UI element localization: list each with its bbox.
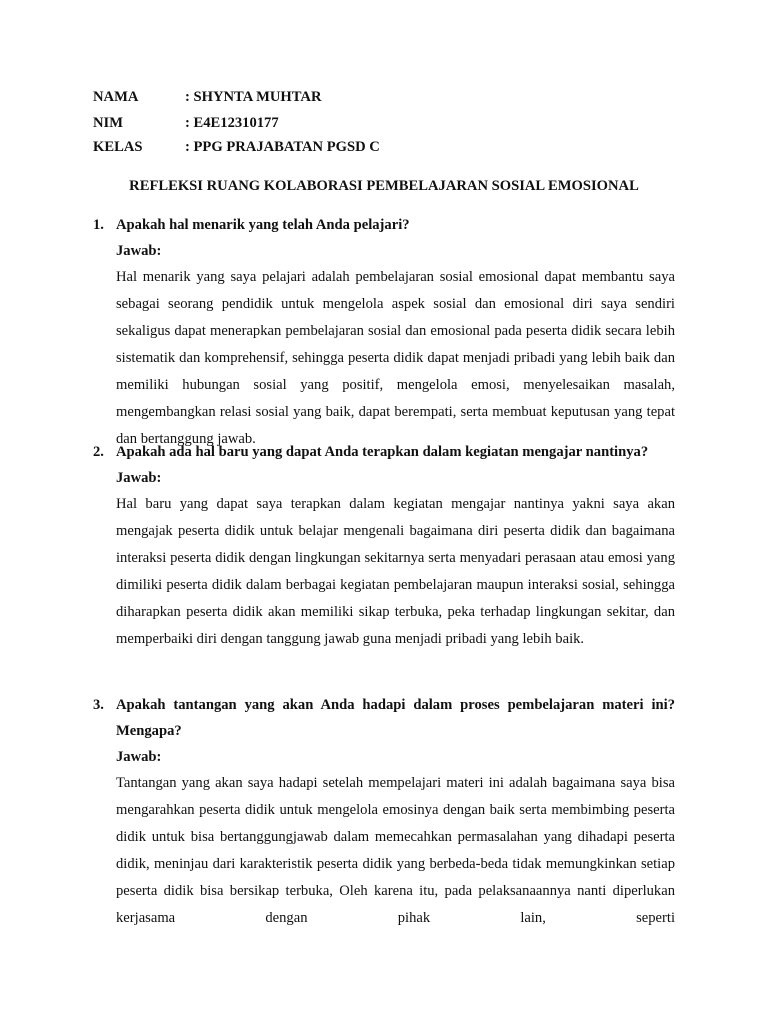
question-text: Apakah tantangan yang akan Anda hadapi dalam proses pembelajaran materi ini? Mengapa? (116, 697, 675, 739)
answer-label: Jawab: (116, 470, 162, 486)
answer-label: Jawab: (116, 749, 162, 765)
question-number: 1. (93, 217, 104, 233)
nama-label: NAMA (93, 89, 139, 105)
answer-label: Jawab: (116, 243, 162, 259)
header-nama-row (93, 88, 321, 106)
nama-value: : SHYNTA MUHTAR (185, 89, 322, 105)
question-1 (93, 212, 675, 453)
question-number: 2. (93, 444, 104, 460)
kelas-label: KELAS (93, 139, 143, 155)
header-nim-row (93, 114, 279, 132)
question-3 (93, 692, 675, 932)
kelas-value: : PPG PRAJABATAN PGSD C (185, 139, 380, 155)
question-text: Apakah hal menarik yang telah Anda pelajari? (116, 217, 410, 233)
answer-text: Hal menarik yang saya pelajari adalah pembelajaran sosial emosional dapat membantu saya sebagai seorang pendidik untuk mengelola aspek sosial dan emosional diri saya sendiri sekaligus dapat menerapkan pembelajaran sosial dan emosional pada peserta didik secara lebih sistematik dan komprehensif, sehingga peserta didik dapat menjadi pribadi yang lebih baik dan memiliki hubungan sosial yang positif, mengelola emosi, menyelesaikan masalah, mengembangkan relasi sosial yang baik, dapat berempati, serta membuat keputusan yang tepat dan bertanggung jawab. (116, 269, 675, 447)
answer-text: Hal baru yang dapat saya terapkan dalam kegiatan mengajar nantinya yakni saya akan mengajak peserta didik untuk belajar mengenali bagaimana diri peserta didik dan bagaimana interaksi peserta didik dengan lingkungan sekitarnya serta menyadari perasaan atau emosi yang dimiliki peserta didik dalam berbagai kegiatan pembelajaran maupun interaksi sosial, sehingga diharapkan peserta didik akan memiliki sikap terbuka, peka terhadap lingkungan sekitar, dan memperbaiki diri dengan tanggung jawab guna menjadi pribadi yang lebih baik. (116, 496, 675, 647)
question-number: 3. (93, 697, 104, 713)
nim-label: NIM (93, 115, 123, 131)
question-2 (93, 439, 675, 653)
answer-text: Tantangan yang akan saya hadapi setelah mempelajari materi ini adalah bagaimana saya bisa mengarahkan peserta didik untuk mengelola emosinya dengan baik serta membimbing peserta didik untuk bisa bertanggungjawab dalam memecahkan permasalahan yang dihadapi peserta didik, meninjau dari karakteristik peserta didik yang berbeda-beda tidak memungkinkan setiap peserta didik bisa bersikap terbuka, Oleh karena itu, pada pelaksanaannya nanti diperlukan kerjasama dengan pihak lain, seperti (116, 775, 675, 926)
question-text: Apakah ada hal baru yang dapat Anda terapkan dalam kegiatan mengajar nantinya? (116, 444, 649, 460)
document-title: REFLEKSI RUANG KOLABORASI PEMBELAJARAN SOSIAL EMOSIONAL (129, 178, 639, 194)
nim-value: : E4E12310177 (185, 115, 279, 131)
header-kelas-row (93, 138, 380, 156)
